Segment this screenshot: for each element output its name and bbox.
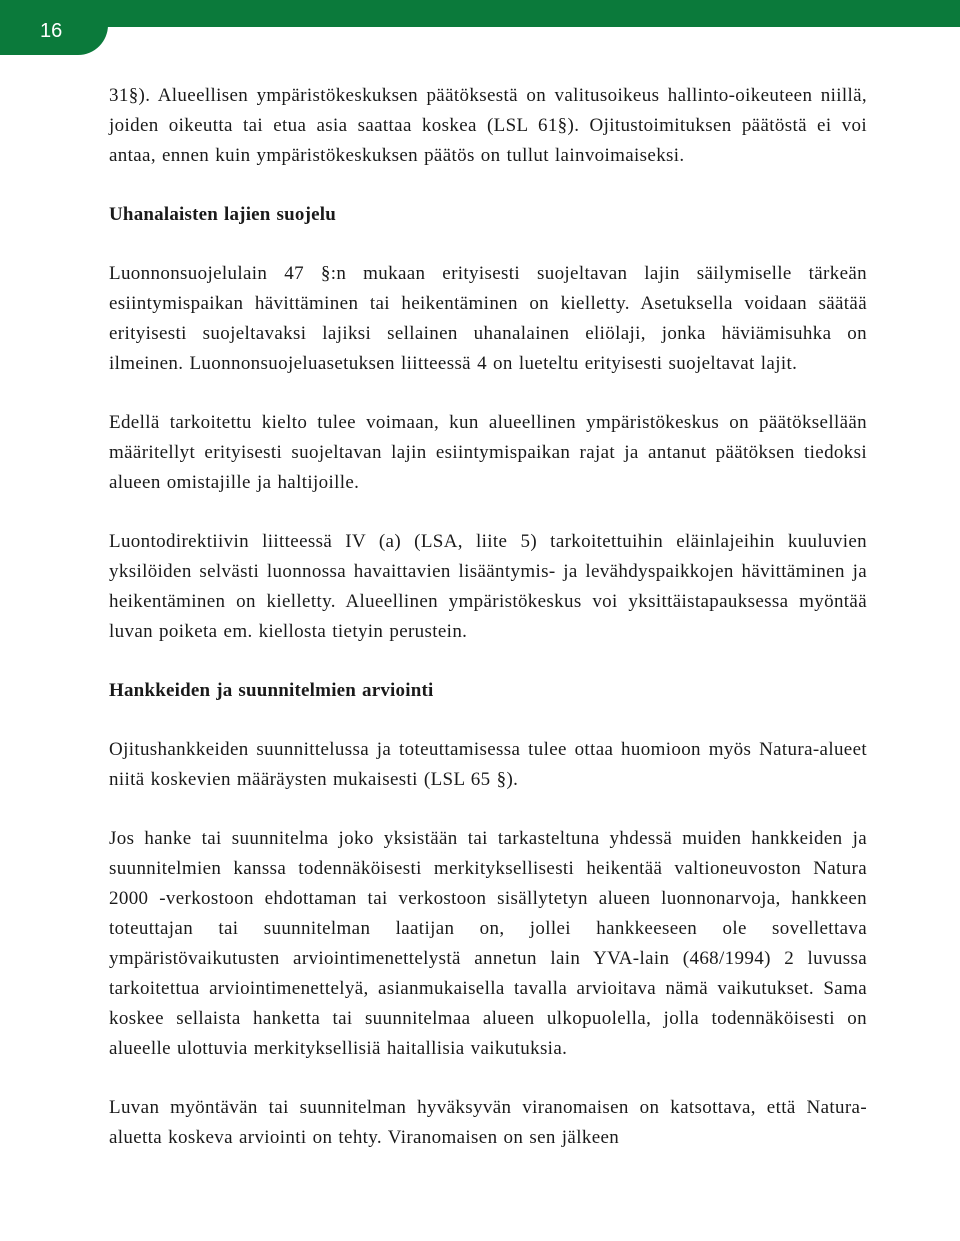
paragraph-3: Edellä tarkoitettu kielto tulee voimaan, kun alueellinen ympäristökeskus on päätöksellään määritellyt erityisesti suojeltavan lajin esiintymispaikan rajat ja antanut päätöksen tiedoksi alueen omistajille ja haltijoille. [109,412,867,493]
paragraph-5: Ojitushankkeiden suunnittelussa ja toteuttamisessa tulee ottaa huomioon myös Natura-alueet niitä koskevien määräysten mukaisesti (LSL 65 §). [109,739,867,790]
page-number: 16 [40,20,63,42]
paragraph-6: Jos hanke tai suunnitelma joko yksistään tai tarkasteltuna yhdessä muiden hankkeiden ja suunnitelmien kanssa todennäköisesti merkityksellisesti heikentää valtioneuvoston Natura 2000 -verkostoon ehdottaman tai verkostoon sisällytetyn alueen luonnonarvoja, hankkeen toteuttajan tai suunnitelman laatijan on, jollei hankkeeseen ole sovellettava ympäristövaikutusten arviointimenettelystä annetun lain YVA-lain (468/1994) 2 luvussa tarkoitettua arviointimenettelyä, asianmukaisella tavalla arvioitava nämä vaikutukset. Sama koskee sellaista hanketta tai suunnitelmaa alueen ulkopuolella, jolla todennäköisesti on alueelle ulottuvia merkityksellisiä haitallisia vaikutuksia. [109,828,867,1059]
paragraph-2: Luonnonsuojelulain 47 §:n mukaan erityisesti suojeltavan lajin säilymiselle tärkeän esiintymispaikan hävittäminen tai heikentäminen on kielletty. Asetuksella voidaan säätää erityisesti suojeltavaksi lajiksi sellainen uhanalainen eliölaji, jonka häviämisuhka on ilmeinen. Luonnonsuojeluasetuksen liitteessä 4 on lueteltu erityisesti suojeltavat lajit. [109,263,867,374]
paragraph-1: 31§). Alueellisen ympäristökeskuksen päätöksestä on valitusoikeus hallinto-oikeuteen niillä, joiden oikeutta tai etua asia saattaa koskea (LSL 61§). Ojitustoimituksen päätöstä ei voi antaa, ennen kuin ympäristökeskuksen päätös on tullut lainvoimaiseksi. [109,85,867,166]
paragraph-4: Luontodirektiivin liitteessä IV (a) (LSA, liite 5) tarkoitettuihin eläinlajeihin kuuluvien yksilöiden selvästi luonnossa havaittavien lisääntymis- ja levähdyspaikkojen hävittäminen ja heikentäminen on kielletty. Alueellinen ympäristökeskus voi yksittäistapauksessa myöntää luvan poiketa em. kiellosta tietyin perustein. [109,531,867,642]
section-heading-threatened-species: Uhanalaisten lajien suojelu [109,204,336,225]
page-number-tab [0,0,108,55]
header-bar [0,0,960,27]
paragraph-7: Luvan myöntävän tai suunnitelman hyväksyvän viranomaisen on katsottava, että Natura-aluetta koskeva arviointi on tehty. Viranomaisen on sen jälkeen [109,1097,867,1148]
document-body [109,81,867,1153]
section-heading-project-assessment: Hankkeiden ja suunnitelmien arviointi [109,680,434,701]
